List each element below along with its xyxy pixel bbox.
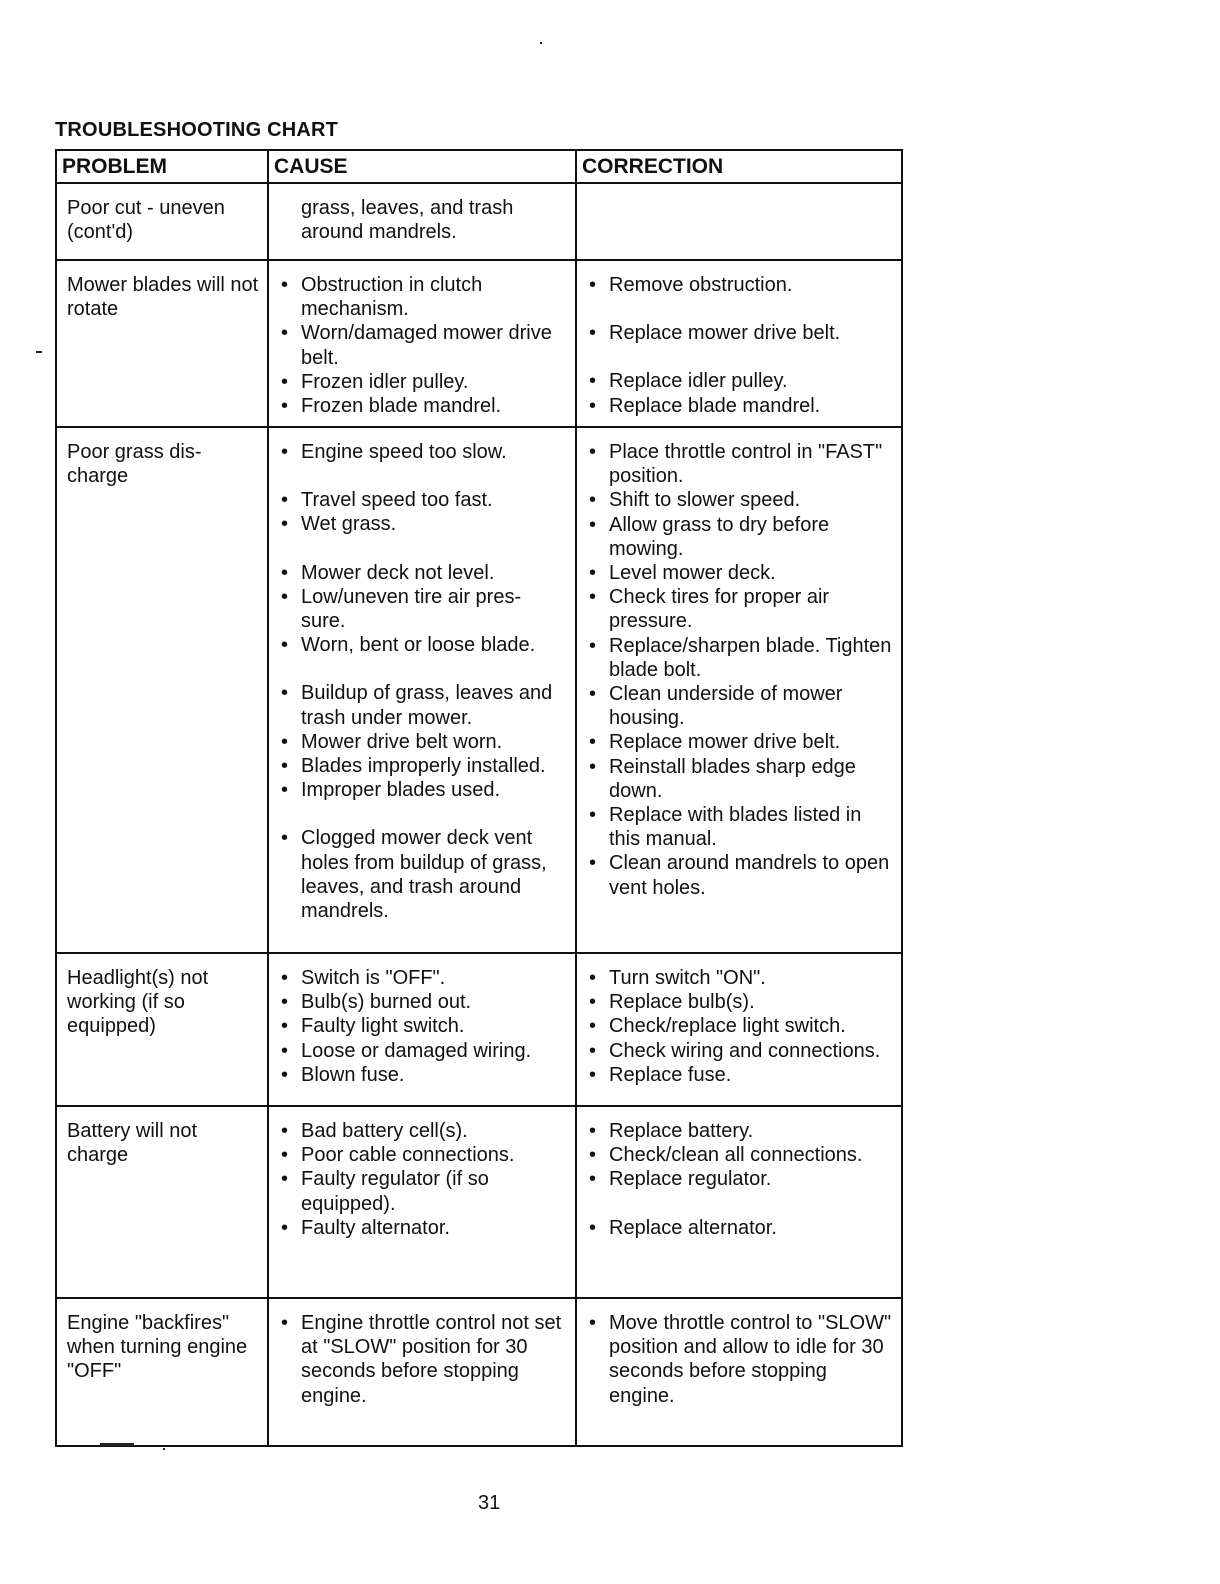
correction-item: • Check/replace light switch. (587, 1014, 893, 1038)
cause-item: • Loose or damaged wiring. (279, 1039, 567, 1063)
correction-item: • Replace mower drive belt. (587, 321, 893, 345)
cause-item: • Mower deck not level. (279, 561, 567, 585)
correction-item: • Replace/sharpen blade. Tighten blade bolt. (587, 634, 893, 682)
correction-cell (577, 954, 901, 1105)
correction-item: • Level mower deck. (587, 561, 893, 585)
header-problem: PROBLEM (57, 151, 269, 182)
correction-item: • Replace battery. (587, 1119, 893, 1143)
correction-item: • Check tires for proper air pressure. (587, 585, 893, 633)
correction-item: • Shift to slower speed. (587, 488, 893, 512)
correction-item: • Replace regulator. (587, 1167, 893, 1191)
cause-item: • Improper blades used. (279, 778, 567, 802)
correction-item: • Replace mower drive belt. (587, 730, 893, 754)
cause-cell (269, 1299, 577, 1445)
problem-cell: Mower blades will not rotate (57, 261, 269, 426)
cause-cell (269, 428, 577, 952)
scan-speck (100, 1443, 134, 1446)
cause-item: • Travel speed too fast. (279, 488, 567, 512)
problem-cell: Poor grass dis- charge (57, 428, 269, 952)
cause-cell (269, 1107, 577, 1297)
cause-item: • Frozen blade mandrel. (279, 394, 567, 418)
header-cause: CAUSE (269, 151, 577, 182)
table-row (57, 184, 901, 261)
correction-item: • Clean underside of mower housing. (587, 682, 893, 730)
correction-cell (577, 184, 901, 259)
correction-item: • Replace idler pulley. (587, 369, 893, 393)
correction-cell (577, 1299, 901, 1445)
table-row (57, 261, 901, 428)
scan-speck (540, 42, 542, 44)
correction-item: • Replace blade mandrel. (587, 394, 893, 418)
cause-item: • Faulty light switch. (279, 1014, 567, 1038)
correction-item: • Allow grass to dry before mowing. (587, 513, 893, 561)
cause-item: • Poor cable connections. (279, 1143, 567, 1167)
cause-item: • Wet grass. (279, 512, 567, 536)
cause-item: • Bad battery cell(s). (279, 1119, 567, 1143)
correction-item: • Remove obstruction. (587, 273, 893, 297)
table-header (57, 151, 901, 184)
correction-cell (577, 1107, 901, 1297)
cause-item: • Obstruction in clutch mechanism. (279, 273, 567, 321)
scan-speck (163, 1448, 165, 1450)
cause-item: • Worn/damaged mower drive belt. (279, 321, 567, 369)
cause-item: • Blades improperly installed. (279, 754, 567, 778)
table-row (57, 954, 901, 1107)
cause-item: • Blown fuse. (279, 1063, 567, 1087)
cause-item: • Faulty regulator (if so equipped). (279, 1167, 567, 1215)
problem-cell: Engine "backfires" when turning engine "OFF" (57, 1299, 269, 1445)
chart-title: TROUBLESHOOTING CHART (55, 119, 339, 141)
correction-item: • Place throttle control in "FAST" position. (587, 440, 893, 488)
correction-cell (577, 261, 901, 426)
cause-item: • Engine speed too slow. (279, 440, 567, 464)
cause-item: • Low/uneven tire air pres- sure. (279, 585, 567, 633)
table-row (57, 428, 901, 954)
cause-item: • Faulty alternator. (279, 1216, 567, 1240)
correction-item: • Replace alternator. (587, 1216, 893, 1240)
scan-speck (36, 351, 42, 353)
problem-cell: Battery will not charge (57, 1107, 269, 1297)
cause-item: • Switch is "OFF". (279, 966, 567, 990)
problem-cell: Headlight(s) not working (if so equipped) (57, 954, 269, 1105)
cause-item: • Mower drive belt worn. (279, 730, 567, 754)
troubleshooting-table (55, 149, 903, 1447)
page-number: 31 (478, 1492, 501, 1514)
cause-item: • Frozen idler pulley. (279, 370, 567, 394)
cause-item: • Clogged mower deck vent holes from buildup of grass, leaves, and trash around mandrels. (279, 826, 567, 923)
cause-item: • Worn, bent or loose blade. (279, 633, 567, 657)
cause-item: • Bulb(s) burned out. (279, 990, 567, 1014)
cause-item: • Buildup of grass, leaves and trash under mower. (279, 681, 567, 729)
correction-cell (577, 428, 901, 952)
cause-item: • Engine throttle control not set at "SLOW" position for 30 seconds before stopping engine. (279, 1311, 567, 1408)
cause-cell (269, 954, 577, 1105)
cause-text: grass, leaves, and trash around mandrels. (301, 197, 514, 244)
correction-item: • Move throttle control to "SLOW" position and allow to idle for 30 seconds before stopping engine. (587, 1311, 893, 1408)
correction-item: • Clean around mandrels to open vent holes. (587, 851, 893, 899)
cause-cell (269, 261, 577, 426)
cause-cell (269, 184, 577, 259)
correction-item: • Replace fuse. (587, 1063, 893, 1087)
correction-item: • Turn switch "ON". (587, 966, 893, 990)
correction-item: • Check/clean all connections. (587, 1143, 893, 1167)
correction-item: • Reinstall blades sharp edge down. (587, 755, 893, 803)
correction-item: • Replace bulb(s). (587, 990, 893, 1014)
table-row (57, 1107, 901, 1299)
header-correction: CORRECTION (582, 155, 724, 178)
correction-item: • Replace with blades listed in this manual. (587, 803, 893, 851)
table-row (57, 1299, 901, 1445)
correction-item: • Check wiring and connections. (587, 1039, 893, 1063)
problem-cell: Poor cut - uneven (cont'd) (57, 184, 269, 259)
